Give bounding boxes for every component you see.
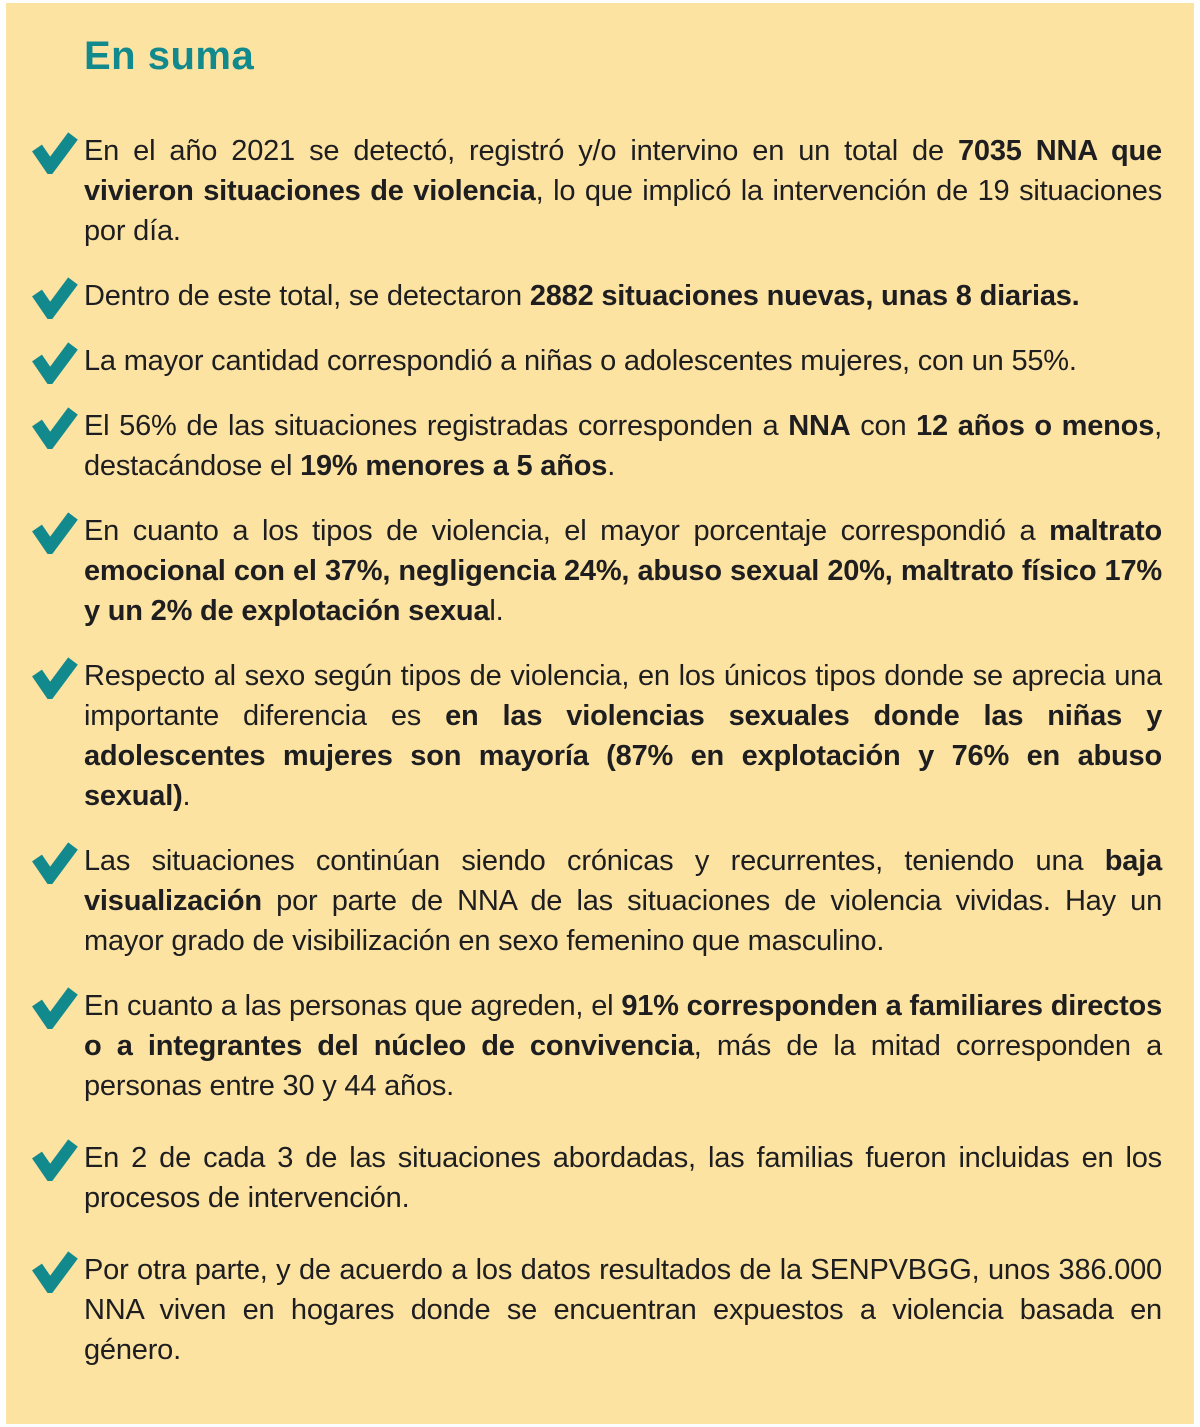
check-icon [32, 657, 78, 699]
bullet-text-segment: l. [489, 595, 504, 627]
check-icon [32, 512, 78, 554]
bullet-text-segment: con [850, 410, 917, 442]
check-icon [32, 1139, 78, 1181]
bullet-text [84, 511, 1162, 631]
list-item [84, 276, 1162, 316]
bullet-text-segment: El 56% de las situaciones registradas corresponden a [84, 410, 789, 442]
bullet-text-segment: Respecto al sexo según tipos de violencia, en los únicos tipos donde se aprecia una importante diferencia es [84, 660, 1162, 732]
bullet-text [84, 986, 1162, 1106]
check-icon [32, 132, 78, 174]
bullet-text-bold-segment: 91% corresponden a familiares directos o a integrantes del núcleo de convivencia [84, 990, 1162, 1062]
bullet-text-segment: La mayor cantidad correspondió a niñas o adolescentes mujeres, con un 55%. [84, 345, 1077, 377]
list-item [84, 131, 1162, 251]
summary-list [84, 131, 1162, 1370]
bullet-text-segment: , lo que implicó la intervención de 19 situaciones por día. [84, 175, 1162, 247]
bullet-text-bold-segment: maltrato emocional con el 37%, negligencia 24%, abuso sexual 20%, maltrato físico 17% y un 2% de explotación sexua [84, 515, 1162, 627]
bullet-text-bold-segment: 2882 situaciones nuevas, unas 8 diarias. [529, 280, 1080, 312]
bullet-text-segment: En cuanto a las personas que agreden, el [84, 990, 622, 1022]
bullet-text-bold-segment: 12 años o menos [916, 410, 1155, 442]
bullet-text-segment: Por otra parte, y de acuerdo a los datos resultados de la SENPVBGG, unos 386.000 NNA viven en hogares donde se encuentran expuestos a violencia basada en género. [84, 1254, 1162, 1366]
check-icon [32, 987, 78, 1029]
check-icon [32, 407, 78, 449]
check-icon [32, 1251, 78, 1293]
check-icon [32, 342, 78, 384]
bullet-text-segment: Dentro de este total, se detectaron [84, 280, 530, 312]
bullet-text-bold-segment: NNA [788, 410, 851, 442]
bullet-text [84, 1138, 1162, 1218]
bullet-text [84, 406, 1162, 486]
bullet-text-segment: En cuanto a los tipos de violencia, el mayor porcentaje correspondió a [84, 515, 1050, 547]
bullet-text-segment: por parte de NNA de las situaciones de violencia vividas. Hay un mayor grado de visibilización en sexo femenino que masculino. [84, 885, 1162, 957]
bullet-text-segment: . [182, 780, 191, 812]
bullet-text-bold-segment: 19% menores a 5 años [300, 450, 608, 482]
list-item [84, 341, 1162, 381]
bullet-text [84, 656, 1162, 816]
bullet-text-segment: . [607, 450, 616, 482]
list-item [84, 511, 1162, 631]
summary-content [6, 3, 1194, 1370]
list-item [84, 656, 1162, 816]
list-item [84, 406, 1162, 486]
bullet-text-bold-segment: 7035 NNA que vivieron situaciones de violencia [84, 135, 1162, 207]
check-icon [32, 277, 78, 319]
bullet-text [84, 841, 1162, 961]
bullet-text-segment: , más de la mitad corresponden a personas entre 30 y 44 años. [84, 1030, 1162, 1102]
bullet-text-segment: En 2 de cada 3 de las situaciones abordadas, las familias fueron incluidas en los procesos de intervención. [84, 1142, 1162, 1214]
page-title: En suma [84, 34, 255, 78]
bullet-text-segment: Las situaciones continúan siendo crónicas y recurrentes, teniendo una [84, 845, 1105, 877]
bullet-text [84, 276, 1162, 316]
bullet-text-bold-segment: en las violencias sexuales donde las niñas y adolescentes mujeres son mayoría (87% en explotación y 76% en abuso sexual) [84, 700, 1162, 812]
list-item [84, 986, 1162, 1106]
bullet-text [84, 341, 1162, 381]
bullet-text-segment: , destacándose el [84, 410, 1162, 482]
summary-panel [6, 3, 1194, 1424]
list-item [84, 1250, 1162, 1370]
list-item [84, 1138, 1162, 1218]
bullet-text [84, 1250, 1162, 1370]
bullet-text [84, 131, 1162, 251]
check-icon [32, 842, 78, 884]
bullet-text-bold-segment: baja visualización [84, 845, 1162, 917]
bullet-text-segment: En el año 2021 se detectó, registró y/o intervino en un total de [84, 135, 958, 167]
list-item [84, 841, 1162, 961]
